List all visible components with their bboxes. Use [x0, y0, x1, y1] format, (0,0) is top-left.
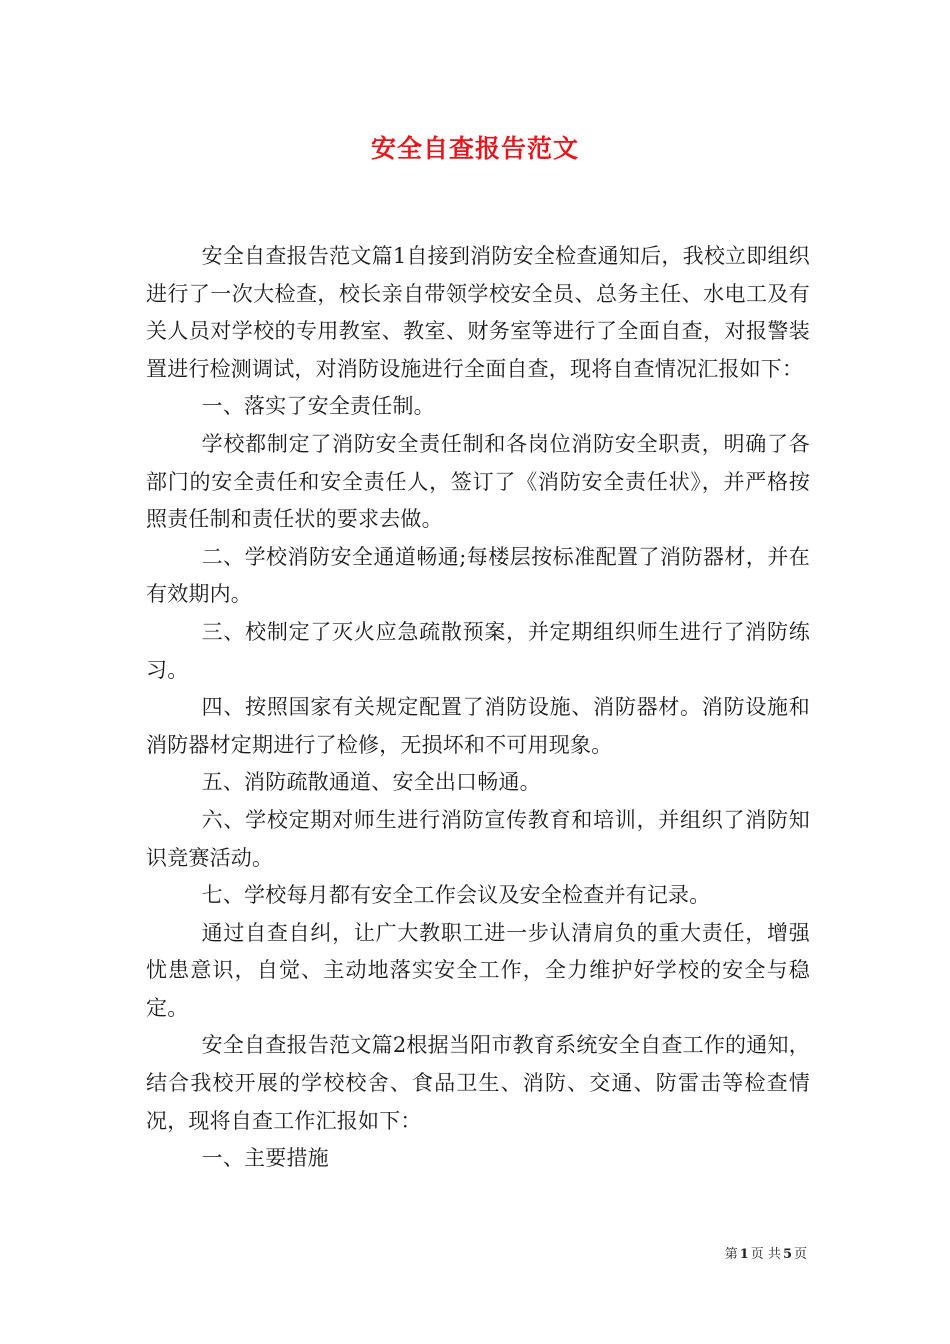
footer-middle: 页 共 [750, 1247, 781, 1262]
paragraph: 五、消防疏散通道、安全出口畅通。 [201, 770, 541, 795]
paragraph: 学校都制定了消防安全责任制和各岗位消防安全职责，明确了各部门的安全责任和安全责任人，签订了《消防安全责任状》，并严格按照责任制和责任状的要求去做。 [146, 431, 810, 532]
footer-prefix: 第 [724, 1247, 738, 1262]
document-body [146, 238, 810, 1178]
current-page-number: 1 [739, 1247, 749, 1262]
paragraph: 一、落实了安全责任制。 [201, 394, 435, 419]
paragraph: 安全自查报告范文篇2根据当阳市教育系统安全自查工作的通知，结合我校开展的学校校舍、食品卫生、消防、交通、防雷击等检查情况，现将自查工作汇报如下： [146, 1033, 810, 1133]
footer-suffix: 页 [793, 1247, 807, 1262]
page-title: 安全自查报告范文 [370, 134, 579, 163]
paragraph: 通过自查自纠，让广大教职工进一步认清肩负的重大责任，增强忧患意识，自觉、主动地落实安全工作，全力维护好学校的安全与稳定。 [146, 920, 810, 1020]
page-number-footer [725, 1246, 807, 1264]
paragraph: 四、按照国家有关规定配置了消防设施、消防器材。消防设施和消防器材定期进行了检修，无损坏和不可用现象。 [146, 695, 810, 757]
paragraph: 一、主要措施 [201, 1146, 329, 1171]
paragraph: 六、学校定期对师生进行消防宣传教育和培训，并组织了消防知识竞赛活动。 [146, 807, 810, 870]
paragraph: 二、学校消防安全通道畅通;每楼层按标准配置了消防器材，并在有效期内。 [146, 544, 810, 607]
paragraph: 七、学校每月都有安全工作会议及安全检查并有记录。 [201, 883, 711, 908]
paragraph: 三、校制定了灭火应急疏散预案，并定期组织师生进行了消防练习。 [146, 619, 810, 682]
total-pages-number: 5 [782, 1247, 792, 1262]
paragraph: 安全自查报告范文篇1自接到消防安全检查通知后，我校立即组织进行了一次大检查，校长亲自带领学校安全员、总务主任、水电工及有关人员对学校的专用教室、教室、财务室等进行了全面自查，对报警装置进行检测调试，对消防设施进行全面自查，现将自查情况汇报如下： [146, 244, 810, 381]
